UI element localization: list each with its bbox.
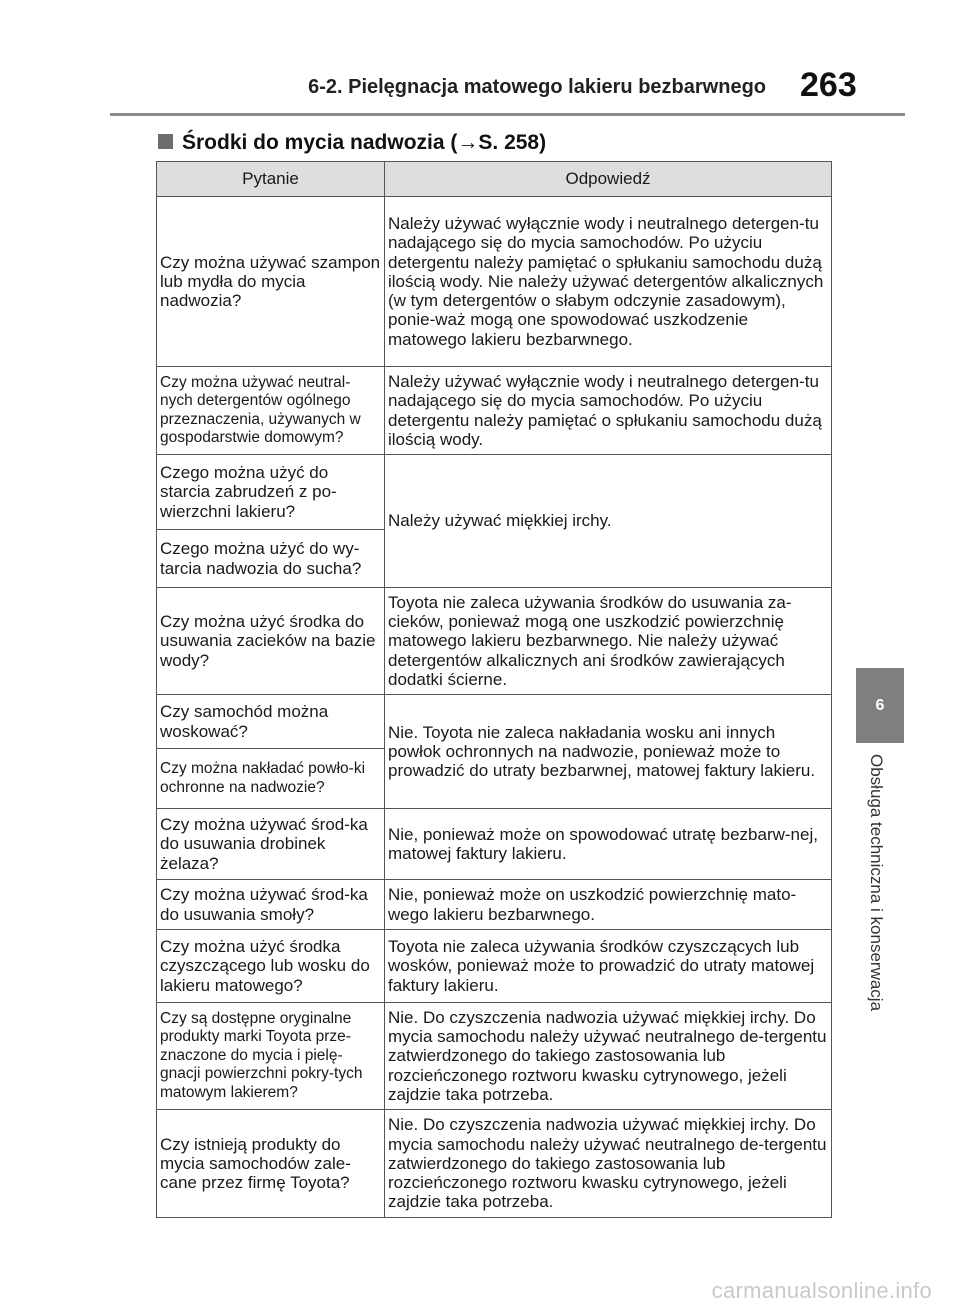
answer-cell: Toyota nie zaleca używania środków do usuwania za-cieków, ponieważ mogą one uszkodzić powierzchnię matowego lakieru bezbarwnego. Nie należy używać detergentów alkalicznych ani środków zawierających dodatki ścierne. (385, 588, 832, 695)
chapter-tab (856, 668, 904, 743)
answer-cell: Nie, ponieważ może on uszkodzić powierzchnię mato-wego lakieru bezbarwnego. (385, 880, 832, 930)
table-row (157, 197, 832, 367)
column-header-question: Pytanie (157, 162, 385, 197)
table-row (157, 809, 832, 880)
table-row (157, 588, 832, 695)
table-row (157, 1110, 832, 1218)
chapter-label: Obsługa techniczna i konserwacja (867, 754, 886, 1012)
question-cell: Czy można używać szampon lub mydła do mycia nadwozia? (157, 197, 385, 367)
answer-cell: Nie. Do czyszczenia nadwozia używać miękkiej irchy. Do mycia samochodu należy używać neutralnego de-tergentu zatwierdzonego do takiego zastosowania lub rozcieńczonego roztworu kwasku cytrynowego, jeżeli zajdzie taka potrzeba. (385, 1110, 832, 1218)
question-cell: Czy można użyć środka czyszczącego lub wosku do lakieru matowego? (157, 930, 385, 1003)
table-row (157, 880, 832, 930)
faq-table (156, 161, 832, 1218)
chapter-number: 6 (875, 696, 885, 714)
watermark: carmanualsonline.info (711, 1278, 932, 1303)
question-cell: Czy można używać środ-ka do usuwania smoły? (157, 880, 385, 930)
section-heading-text: Środki do mycia nadwozia (→S. 258) (182, 131, 547, 154)
answer-cell: Toyota nie zaleca używania środków czyszczących lub wosków, ponieważ może to prowadzić do utraty matowej faktury lakieru. (385, 930, 832, 1003)
answer-cell: Nie. Toyota nie zaleca nakładania wosku ani innych powłok ochronnych na nadwozie, ponieważ może to prowadzić do utraty bezbarwnej, matowej faktury lakieru. (385, 695, 832, 809)
table-row (157, 930, 832, 1003)
answer-cell: Nie, ponieważ może on spowodować utratę bezbarw-nej, matowej faktury lakieru. (385, 809, 832, 880)
answer-cell: Należy używać wyłącznie wody i neutralnego detergen-tu nadającego się do mycia samochodów. Po użyciu detergentu należy pamiętać o spłukaniu samochodu dużą ilością wody. Nie należy używać detergentów alkalicznych (w tym detergentów o słabym odczynie zasadowym), ponie-waż mogą one spowodować uszkodzenie matowego lakieru bezbarwnego. (385, 197, 832, 367)
table-row (157, 367, 832, 455)
page-number: 263 (800, 66, 857, 104)
question-cell: Czy można użyć środka do usuwania zacieków na bazie wody? (157, 588, 385, 695)
table-row (157, 695, 832, 749)
table-header-row (157, 162, 832, 197)
question-cell: Czy są dostępne oryginalne produkty marki Toyota prze-znaczone do mycia i pielę-gnacji powierzchni pokry-tych matowym lakierem? (157, 1003, 385, 1110)
column-header-answer: Odpowiedź (385, 162, 832, 197)
square-bullet-icon (158, 134, 173, 149)
table-row (157, 1003, 832, 1110)
question-cell: Czego można użyć do wy-tarcia nadwozia do sucha? (157, 530, 385, 588)
section-heading (158, 131, 546, 155)
question-cell: Czy można nakładać powło-ki ochronne na nadwozie? (157, 749, 385, 809)
answer-cell: Należy używać miękkiej irchy. (385, 455, 832, 588)
question-cell: Czy można używać neutral-nych detergentów ogólnego przeznaczenia, używanych w gospodarstwie domowym? (157, 367, 385, 455)
question-cell: Czego można użyć do starcia zabrudzeń z po-wierzchni lakieru? (157, 455, 385, 530)
answer-cell: Należy używać wyłącznie wody i neutralnego detergen-tu nadającego się do mycia samochodów. Po użyciu detergentu należy pamiętać o spłukaniu samochodu dużą ilością wody. (385, 367, 832, 455)
section-header-title: 6-2. Pielęgnacja matowego lakieru bezbarwnego (308, 76, 766, 98)
header-divider (110, 113, 905, 116)
question-cell: Czy istnieją produkty do mycia samochodów zale-cane przez firmę Toyota? (157, 1110, 385, 1218)
question-cell: Czy samochód można woskować? (157, 695, 385, 749)
question-cell: Czy można używać środ-ka do usuwania drobinek żelaza? (157, 809, 385, 880)
answer-cell: Nie. Do czyszczenia nadwozia używać miękkiej irchy. Do mycia samochodu należy używać neutralnego de-tergentu zatwierdzonego do takiego zastosowania lub rozcieńczonego roztworu kwasku cytrynowego, jeżeli zajdzie taka potrzeba. (385, 1003, 832, 1110)
table-row (157, 455, 832, 530)
